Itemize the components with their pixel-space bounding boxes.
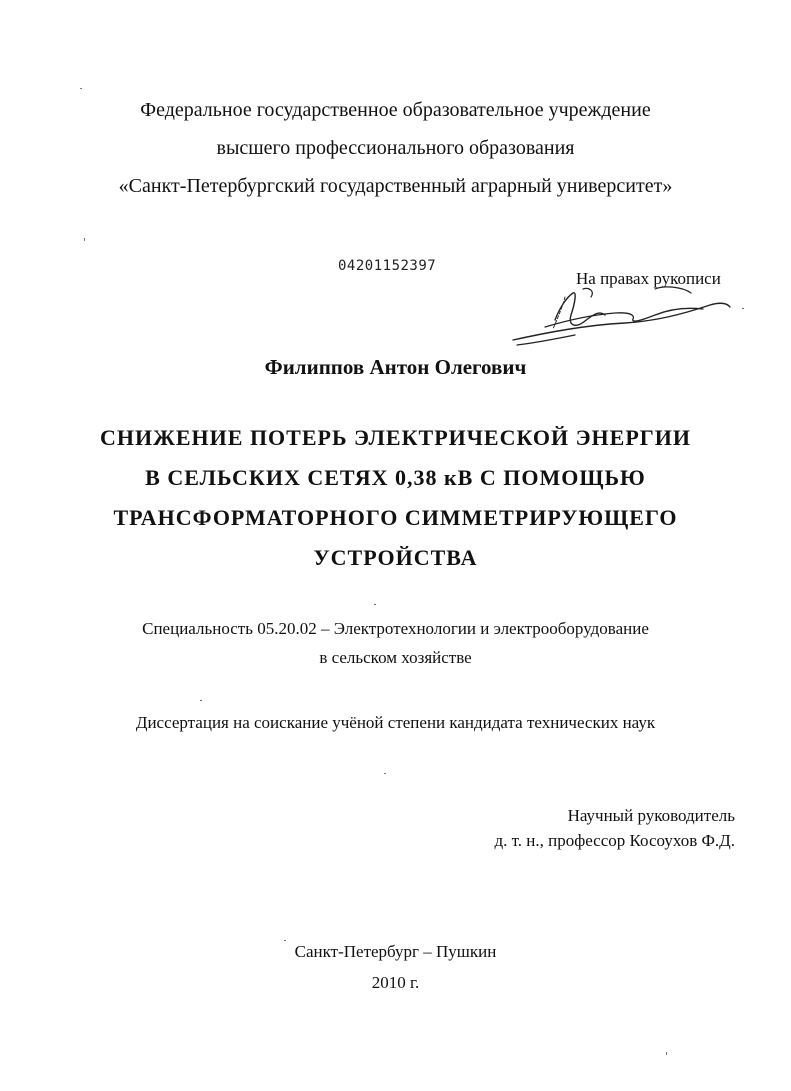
year: 2010 г.	[371, 973, 420, 992]
specialty-line-1: Специальность 05.20.02 – Электротехнологии и электрооборудование	[142, 619, 649, 638]
title-line-3: ТРАНСФОРМАТОРНОГО СИММЕТРИРУЮЩЕГО	[113, 505, 678, 530]
scan-speck	[666, 1052, 667, 1055]
scan-speck	[200, 700, 202, 701]
author-name: Филиппов Антон Олегович	[264, 355, 527, 379]
specialty-line-2: в сельском хозяйстве	[319, 648, 472, 667]
scan-speck	[742, 308, 744, 309]
scan-speck	[80, 88, 82, 89]
signature-icon	[505, 285, 735, 350]
institution-line-3: «Санкт-Петербургский государственный аграрный университет»	[118, 175, 673, 197]
document-number: 04201152397	[338, 258, 437, 274]
supervisor-role: Научный руководитель	[567, 806, 735, 825]
scan-speck	[384, 773, 386, 774]
title-line-2: В СЕЛЬСКИХ СЕТЯХ 0,38 кВ С ПОМОЩЬЮ	[145, 465, 646, 490]
manuscript-rights: На правах рукописи	[576, 269, 721, 288]
scan-speck	[374, 604, 376, 605]
institution-line-1: Федеральное государственное образовательное учреждение	[140, 99, 651, 121]
title-line-1: СНИЖЕНИЕ ПОТЕРЬ ЭЛЕКТРИЧЕСКОЙ ЭНЕРГИИ	[100, 425, 691, 450]
title-line-4: УСТРОЙСТВА	[313, 545, 478, 570]
institution-line-2: высшего профессионального образования	[216, 137, 575, 159]
scan-speck	[84, 238, 85, 241]
city: Санкт-Петербург – Пушкин	[294, 942, 497, 961]
supervisor-name: д. т. н., профессор Косоухов Ф.Д.	[494, 831, 735, 850]
dissertation-degree: Диссертация на соискание учёной степени кандидата технических наук	[135, 713, 656, 732]
scan-speck	[284, 940, 286, 941]
